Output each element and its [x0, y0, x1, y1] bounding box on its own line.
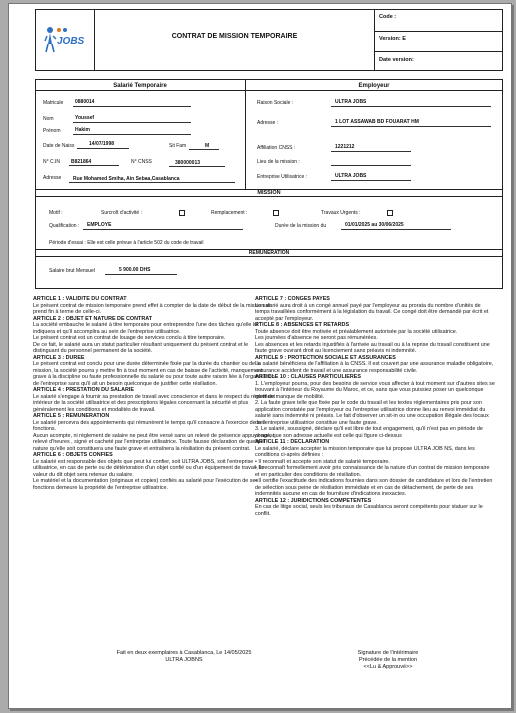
entreprise-utilisatrice-label: Entreprise Utilisatrice :: [257, 174, 308, 180]
matricule-label: Matricule: [43, 100, 64, 106]
article-paragraph: 1. L'employeur pourra, pour des besoins de service vous affecter à tout moment sur d'autres sites se trouvant à l'intérieur du Royaume du Maroc, et ce, sans que vous puissiez poser un quelconque motif de manque de mobilité.: [255, 380, 495, 400]
article-paragraph: Le salarié est responsable des objets que peut lui confier, soit ULTRA JOBS, soit l'entreprise utilisatrice, en cas de perte ou de détérioration d'un objet confié ou d'un équipement de travail, la valeur du dit objet sera retenue du salaire.: [33, 458, 264, 478]
article-paragraph: Les absences et les retards injustifiés à l'arrivée au travail ou à la reprise du travail constituent une faute grave ouvrant droit au licenciement sans préavis ni indemnité.: [255, 341, 490, 354]
salarie-heading: Salarié Temporaire: [113, 83, 167, 89]
adresse-value: Rue Mohamed Smiha, Ain Sebaa,Casablanca: [73, 176, 180, 182]
nom-label: Nom: [43, 116, 54, 122]
nom-value: Youssef: [75, 115, 95, 121]
document-title: CONTRAT DE MISSION TEMPORAIRE: [171, 33, 298, 40]
article-heading: ARTICLE 10 : CLAUSES PARTICULIERES: [255, 374, 361, 380]
prenom-value: Hakim: [75, 127, 91, 133]
article-paragraph: Le salarié aura droit à un congé annuel payé par l'employeur au prorata du nombre d'unités de temps travaillées conformément à la législation du travail. Ce congé doit être demandé par écrit et accepté par l'employeur.: [255, 302, 489, 322]
duree-value: 01/01/2025 au 30/06/2025: [345, 222, 404, 228]
article-paragraph: Le salarié percevra des appointements qui rémunèrent le temps qu'il consacre à l'exercice de ses fonctions.: [33, 419, 266, 432]
article-paragraph: 2. La faute grave telle que fixée par le code du travail et les textes réglementaires pris pour son application constatée par l'employeur ou l'entreprise utilisatrice donne lieu au renvoi immédiat du salarié sans indemnité ni préavis. Le fait d'observer un sit-in ou une occupation illégale des locaux de l'entreprise utilisatrice constitue une faute grave.: [255, 400, 489, 426]
mission-heading: MISSION: [257, 190, 281, 196]
employeur-adresse-label: Adresse :: [257, 120, 279, 126]
article-heading: ARTICLE 9 : PROTECTION SOCIALE ET ASSURANCES: [255, 354, 396, 361]
signature-line-2: Précédée de la mention: [358, 657, 418, 663]
version-label: Version: E: [379, 36, 406, 42]
article-paragraph: • Il certifie l'exactitude des indications fournies dans son dossier de candidature et lors de l'entretien de sélection sous peine de résiliation immédiate et en cas de détachement, de perte de ses indemnités aucune en cas de fourniture d'indications inexactes.: [255, 478, 493, 497]
remplacement-checkbox[interactable]: [273, 210, 279, 216]
signature-line-3: <<Lu & Approuvé>>: [363, 664, 413, 670]
article-paragraph: • Il reconnaît et accepte son statut de salarié temporaire.: [255, 458, 390, 465]
surcroit-label: Surcroît d'activité :: [101, 210, 142, 216]
article-paragraph: Aucun acompte, ni règlement de salaire ne peut être versé sans un relevé de présence appuyé aussi relevé d'heures , signé et cacheté par l'entreprise utilisatrice. Toute fausse déclaration de quelque nature qu'elle soit constituera une faute grave et entraînera la résiliation du présent contrat.: [33, 432, 274, 452]
articles-left-column: [33, 296, 275, 491]
cin-label: N° C.IN: [43, 159, 60, 165]
prenom-label: Prénom: [43, 128, 61, 134]
fait-company: ULTRA JOBNS: [165, 657, 203, 663]
article-paragraph: • Il reconnaît formellement avoir pris connaissance de la nature d'un contrat de mission temporaire et en particulier des conditions de résiliation.: [255, 465, 490, 478]
article-paragraph: Le présent contrat est conclu pour une durée déterminée fixée par la durée du chantier ou de la mission, la société pourra y mettre fin à tout moment en cas de baisse de l'activité, manquement grave à la discipline ou faute professionnelle du salarié ou pour toute autre raison liée à l'organisation de l'entreprise sans qu'il ait un besoin quelconque de justifier cette résiliation.: [33, 361, 275, 387]
article-heading: ARTICLE 12 : JURIDICTIONS COMPETENTES: [255, 497, 372, 504]
remuneration-heading: REMUNERATION: [248, 250, 290, 256]
code-label: Code :: [379, 14, 397, 20]
article-heading: ARTICLE 2 : OBJET ET NATURE DE CONTRAT: [33, 315, 152, 322]
travaux-urgents-checkbox[interactable]: [387, 210, 393, 216]
adresse-label: Adresse: [43, 175, 62, 181]
sit-fam-value: M: [205, 143, 210, 149]
lieu-mission-label: Lieu de la mission :: [257, 159, 300, 165]
articles-right-column: [255, 296, 495, 517]
article-heading: ARTICLE 4 : PRESTATION DU SALARIE: [33, 387, 135, 393]
surcroit-checkbox[interactable]: [179, 210, 185, 216]
affiliation-cnss-value: 1221212: [335, 144, 355, 150]
employeur-adresse-value: 1 LOT ASSAWAB BD FOUARAT HM: [335, 119, 419, 125]
raison-sociale-value: ULTRA JOBS: [335, 99, 367, 105]
fait-line: Fait en deux exemplaires à Casablanca, Le 14/05/2025: [116, 650, 252, 656]
sit-fam-label: Sit Fam: [169, 143, 187, 149]
article-heading: ARTICLE 1 : VALIDITE DU CONTRAT: [33, 296, 127, 302]
company-logo: [43, 22, 91, 56]
travaux-urgents-label: Travaux Urgents :: [321, 210, 361, 216]
article-paragraph: Le présent contrat est un contrat de louage de services conclu à titre temporaire.: [33, 335, 226, 341]
article-heading: RTICLE 8 : ABSENCES ET RETARDS: [255, 322, 350, 328]
salaire-label: Salaire brut Mensuel: [49, 268, 95, 274]
article-paragraph: Le salarié s'engage à fournir sa prestation de travail avec conscience et dans le respect du règlement intérieur de la société utilisatrice et des prescriptions légales concernant la sécurité et plus généralement les conditions et modalités de travail.: [33, 393, 275, 413]
article-paragraph: En cas de litige social, seuls les tribunaux de Casablanca seront compétents pour statuer sur le conflit.: [255, 504, 483, 517]
signature-line-1: Signature de l'intérimaire: [357, 650, 419, 656]
article-paragraph: 3. Le salarié, soussigné, déclare qu'il est libre de tout engagement, qu'il n'est pas en période de congé, que son adresse actuelle est celle qui figure ci-dessus: [255, 426, 483, 439]
entreprise-utilisatrice-value: ULTRA JOBS: [335, 173, 367, 179]
article-heading: ARTICLE 11 : DECLARATION: [255, 439, 330, 445]
article-paragraph: La société embauche le salarié à titre temporaire pour entreprendre l'une des tâches qu'elle lui indiquera et qu'il accomplira au sein de l'entreprise utilisatrice.: [33, 322, 259, 335]
qualification-value: EMPLOYE: [87, 222, 112, 228]
cnss-label: N° CNSS: [131, 159, 152, 165]
article-paragraph: Le salarié, déclare accepter la mission temporaire que lui propose ULTRA JOB NS, dans les conditions ci-après définies :: [255, 445, 475, 458]
contract-details-box: [35, 79, 503, 289]
date-version-label: Date version:: [379, 57, 414, 63]
remplacement-label: Remplacement :: [211, 210, 248, 216]
date-naiss-value: 14/07/1998: [89, 141, 115, 147]
article-paragraph: De ce fait, le salarié aura un statut particulier résultant uniquement du présent contrat et le distinguant du personnel permanent de la société.: [33, 341, 249, 354]
article-paragraph: Le présent contrat de mission temporaire prend effet à compter de la date de début de la mission et prend fin à terme de celle-ci.: [33, 302, 271, 315]
cin-value: B821864: [71, 159, 92, 165]
cnss-value: 380000013: [175, 160, 201, 166]
date-naiss-label: Date de Naiss: [43, 143, 75, 149]
article-heading: ARTICLE 3 : DUREE: [33, 354, 85, 361]
matricule-value: 0880014: [75, 99, 95, 105]
article-heading: ARTICLE 6 : OBJETS CONFIES: [33, 452, 113, 458]
affiliation-cnss-label: Affiliation CNSS :: [257, 145, 296, 151]
article-paragraph: Toute absence doit être motivée et préalablement autorisée par la société utilisatrice.: [255, 328, 458, 335]
article-paragraph: Les journées d'absence ne seront pas rémunérées.: [255, 335, 378, 341]
article-heading: ARTICLE 5 : REMUNERATION: [33, 413, 110, 419]
contract-page: [8, 3, 512, 709]
qualification-label: Qualification :: [49, 223, 80, 229]
raison-sociale-label: Raison Sociale :: [257, 100, 294, 106]
article-paragraph: Le salarié bénéficiera de l'affiliation à la CNSS. Il est couvert par une assurance maladie obligatoire, assurance accident de travail et une assurance responsabilité civile.: [255, 361, 494, 374]
article-heading: ARTICLE 7 : CONGES PAYES: [255, 296, 330, 302]
periode-essai-text: Période d'essai : Elle est celle prévue à l'article 502 du code de travail: [49, 240, 204, 246]
article-paragraph: Le matériel et la documentation (originaux et copies) confiés au salarié pour l'exécution de ses fonctions demeure la propriété de l'entreprise utilisatrice.: [33, 478, 259, 491]
employeur-heading: Employeur: [358, 83, 390, 89]
salaire-value: 5 900.00 DHS: [119, 267, 151, 273]
duree-label: Durée de la mission du: [275, 223, 327, 229]
logo-text: JOBS: [57, 36, 85, 47]
motif-label: Motif :: [49, 210, 63, 216]
